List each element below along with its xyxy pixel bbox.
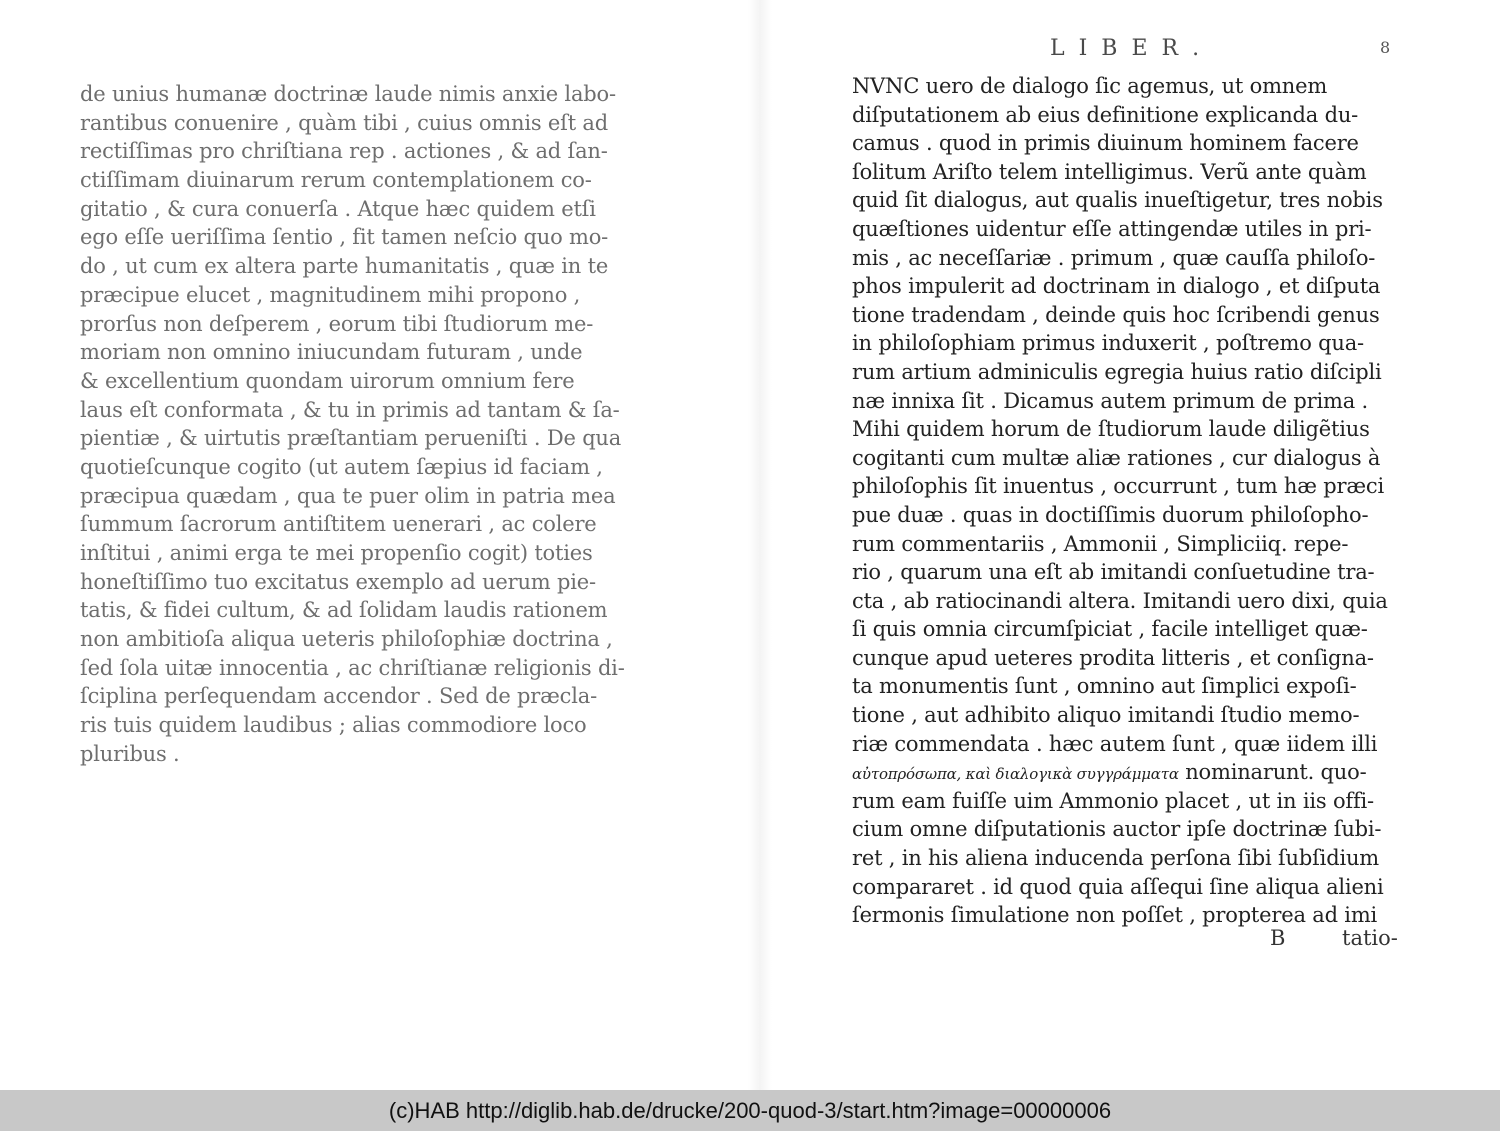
text-line: prorſus non deſperem , eorum tibi ſtudiorum me- xyxy=(80,311,594,336)
left-text-column xyxy=(80,80,625,769)
text-line: ſciplina perſequendam accendor . Sed de præcla- xyxy=(80,684,597,709)
text-line: pluribus . xyxy=(80,741,180,766)
text-line: næ innixa ſit . Dicamus autem primum de prima . xyxy=(852,388,1368,413)
footer-copyright-url[interactable]: (c)HAB http://diglib.hab.de/drucke/200-quod-3/start.htm?image=00000006 xyxy=(388,1097,1112,1123)
bleed-through-text xyxy=(190,770,630,940)
catchword: tatio- xyxy=(1342,926,1398,950)
text-line: ſed ſola uitæ innocentia , ac chriſtianæ religionis di- xyxy=(80,655,625,680)
text-line-tail: nominarunt. quo- xyxy=(1185,760,1367,785)
greek-phrase: αὐτοπρόσωπα, καὶ διαλογικὰ συγγράμματα xyxy=(852,765,1179,784)
text-line: pue duæ . quas in doctiſſimis duorum philoſopho- xyxy=(852,502,1369,527)
text-line: cta , ab ratiocinandi altera. Imitandi uero dixi, quia xyxy=(852,588,1388,613)
right-page xyxy=(760,0,1500,1090)
text-line: ret , in his aliena inducenda perſona ſibi ſubſidium xyxy=(852,846,1379,871)
text-line: Mihi quidem horum de ſtudiorum laude diligẽtius xyxy=(852,417,1370,442)
text-line: cogitanti cum multæ aliæ rationes , cur dialogus à xyxy=(852,445,1381,470)
text-line: ſermonis ſimulatione non poſſet , propterea ad imi xyxy=(852,903,1378,928)
text-line: mis , ac neceſſariæ . primum , quæ cauſſa philoſo- xyxy=(852,245,1376,270)
text-line: rectiſſimas pro chriſtiana rep . actiones , & ad ſan- xyxy=(80,139,608,164)
text-line: rantibus conuenire , quàm tibi , cuius omnis eſt ad xyxy=(80,110,608,135)
text-line: rio , quarum una eſt ab imitandi conſuetudine tra- xyxy=(852,560,1375,585)
footer-bar xyxy=(0,1090,1500,1131)
text-line: honeſtiſſimo tuo excitatus exemplo ad uerum pie- xyxy=(80,569,596,594)
text-line: phos impulerit ad doctrinam in dialogo , et diſputa xyxy=(852,274,1381,299)
text-line: diſputationem ab eius definitione explicanda du- xyxy=(852,102,1359,127)
text-line: compararet . id quod quia aſſequi ſine aliqua alieni xyxy=(852,874,1384,899)
running-head: LIBER. xyxy=(1050,36,1214,61)
text-line: quotieſcunque cogito (ut autem ſæpius id faciam , xyxy=(80,454,603,479)
text-line xyxy=(852,758,1407,787)
text-line: & excellentium quondam uirorum omnium fere xyxy=(80,368,575,393)
text-line: cium omne diſputationis auctor ipſe doctrinæ ſubi- xyxy=(852,817,1382,842)
text-line: in philoſophiam primus induxerit , poſtremo qua- xyxy=(852,331,1364,356)
text-line: de unius humanæ doctrinæ laude nimis anxie labo- xyxy=(80,82,616,106)
text-line: laus eſt conformata , & tu in primis ad tantam & ſa- xyxy=(80,397,620,422)
text-line: camus . quod in primis diuinum hominem facere xyxy=(852,131,1359,156)
text-line: ris tuis quidem laudibus ; alias commodiore loco xyxy=(80,713,587,738)
text-line: NVNC uero de dialogo ſic agemus, ut omnem xyxy=(852,74,1328,98)
right-text-column xyxy=(852,72,1407,930)
signature-mark: B xyxy=(1270,926,1286,950)
text-line: philoſophis ſit inuentus , occurrunt , tum hæ præci xyxy=(852,474,1384,499)
left-page xyxy=(0,0,760,1090)
text-line: inſtitui , animi erga te mei propenſio cogit) toties xyxy=(80,541,593,565)
text-line: do , ut cum ex altera parte humanitatis , quæ in te xyxy=(80,254,609,279)
text-line: riæ commendata . hæc autem ſunt , quæ iidem illi xyxy=(852,731,1378,756)
text-line: tatis, & fidei cultum, & ad ſolidam laudis rationem xyxy=(80,598,608,623)
text-line: ſolitum Ariſto telem intelligimus. Verũ ante quàm xyxy=(852,159,1367,184)
text-line: ſi quis omnia circumſpiciat , facile intelliget quæ- xyxy=(852,617,1368,642)
text-line: ctiſſimam diuinarum rerum contemplationem co- xyxy=(80,168,592,193)
text-line: præcipua quædam , qua te puer olim in patria mea xyxy=(80,483,616,508)
text-line: gitatio , & cura conuerſa . Atque hæc quidem etſi xyxy=(80,196,596,221)
text-line: ta monumentis ſunt , omnino aut ſimplici expoſi- xyxy=(852,674,1357,699)
text-line: tione tradendam , deinde quis hoc ſcribendi genus xyxy=(852,302,1380,327)
text-line: rum eam fuiſſe uim Ammonio placet , ut in iis offi- xyxy=(852,788,1374,813)
text-line: præcipue elucet , magnitudinem mihi propono , xyxy=(80,282,581,307)
text-line: non ambitioſa aliqua ueteris philoſophiæ doctrina , xyxy=(80,627,613,652)
text-line: quæſtiones uidentur eſſe attingendæ utiles in pri- xyxy=(852,216,1372,241)
text-line: pientiæ , & uirtutis præſtantiam perueniſti . De qua xyxy=(80,426,622,451)
text-line: moriam non omnino iniucundam futuram , unde xyxy=(80,340,583,365)
text-line: ſummum ſacrorum antiſtitem uenerari , ac colere xyxy=(80,512,597,537)
text-line: quid ſit dialogus, aut qualis inueſtigetur, tres nobis xyxy=(852,188,1383,213)
text-line: ego eſſe ueriſſima ſentio , fit tamen neſcio quo mo- xyxy=(80,225,609,250)
text-line: cunque apud ueteres prodita litteris , et conſigna- xyxy=(852,645,1374,670)
folio-number: 8 xyxy=(1380,38,1391,57)
text-line: rum commentariis , Ammonii , Simpliciiq. repe- xyxy=(852,531,1349,556)
text-line: tione , aut adhibito aliquo imitandi ſtudio memo- xyxy=(852,703,1360,728)
text-line: rum artium adminiculis egregia huius ratio diſcipli xyxy=(852,359,1382,384)
